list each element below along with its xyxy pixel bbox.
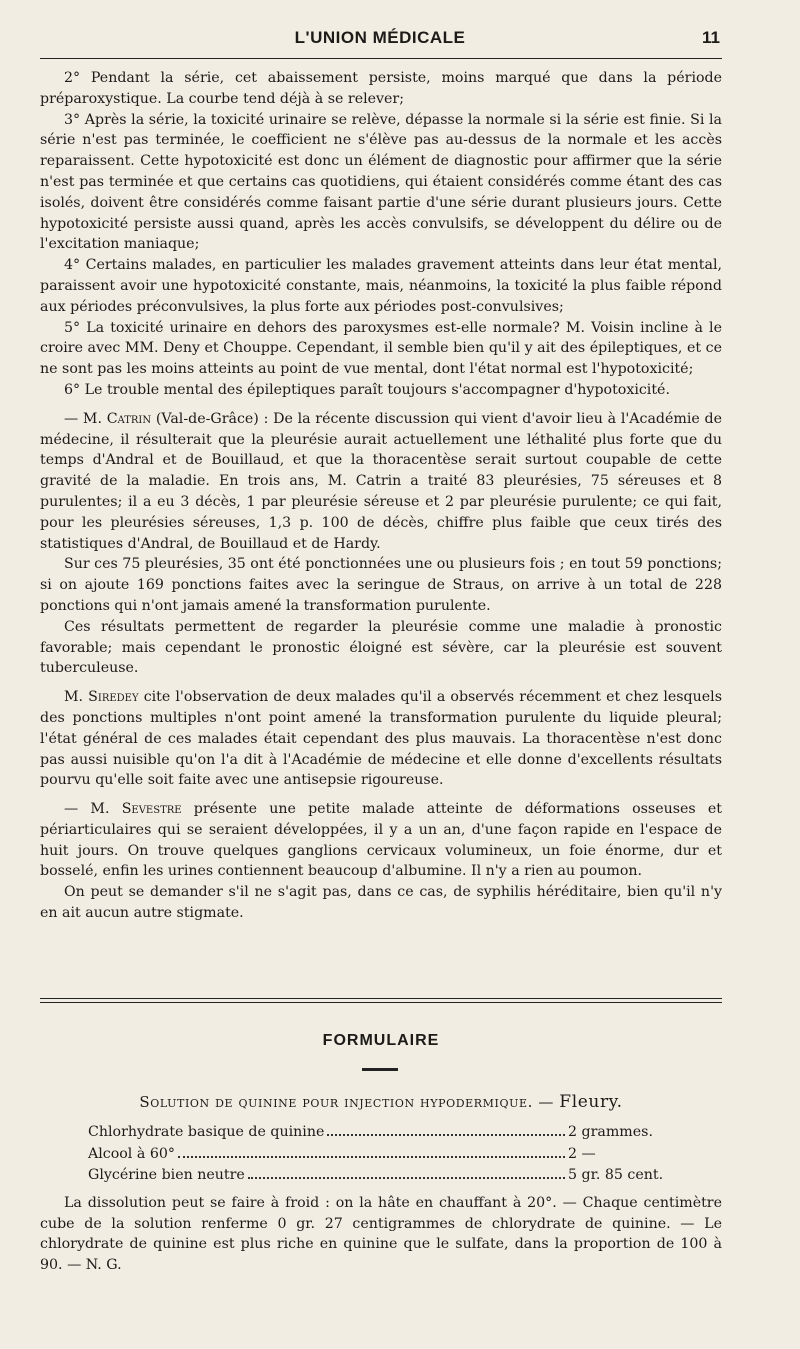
recipe-author: Fleury.	[559, 1092, 623, 1112]
recipe-title	[40, 1092, 722, 1112]
dot-leader	[248, 1177, 565, 1179]
paragraph-catrin	[40, 409, 722, 555]
journal-title: L'UNION MÉDICALE	[294, 28, 466, 47]
article-body	[40, 68, 722, 924]
speaker-sevestre: Sevestre	[121, 801, 182, 818]
dot-leader	[327, 1134, 565, 1136]
ingredient-name: Chlorhydrate basique de quinine	[88, 1124, 325, 1140]
section-double-rule	[40, 998, 722, 1003]
sevestre-text: présente une petite malade atteinte de déformations osseuses et périarticulaires qui se seraient développées, il y a un an, d'une façon rapide en l'espace de huit jours. On trouve quelques ganglions cervicaux volumineux, un foie énorme, dur et bosselé, enfin les urines contiennent beaucoup d'albumine. Il n'y a rien au poumon.	[40, 801, 723, 880]
ingredient-list	[88, 1122, 688, 1187]
paragraph-3: 3° Après la série, la toxicité urinaire se relève, dépasse la normale si la série est finie. Si la série n'est pas terminée, le coefficient ne s'élève pas au-dessus de la normale et les accès reparaissent. Cette hypotoxicité est donc un élément de diagnostic pour affirmer que la série n'est pas terminée et que certains cas quotidiens, qui étaient considérés comme étant des cas isolés, doivent être considérés comme faisant partie d'une série durant plusieurs jours. Cette hypotoxicité persiste aussi quand, après les accès convulsifs, se développent du délire ou de l'excitation maniaque;	[40, 111, 722, 253]
paragraph-6: 6° Le trouble mental des épileptiques paraît toujours s'accompagner d'hypotoxicité.	[64, 381, 670, 398]
ingredient-name: Alcool à 60°	[88, 1145, 175, 1162]
ingredient-name: Glycérine bien neutre	[88, 1167, 245, 1183]
sevestre-prefix: — M.	[64, 801, 122, 818]
recipe-note	[40, 1193, 722, 1275]
recipe-dash: —	[532, 1093, 560, 1111]
paragraph-4: 4° Certains malades, en particulier les malades gravement atteints dans leur état mental, paraissent avoir une hypotoxicité constante, mais, néanmoins, la toxicité la plus faible répond aux périodes préconvulsives, la plus forte aux périodes post-convulsives;	[40, 257, 722, 315]
ingredient-qty: 2 grammes.	[568, 1124, 653, 1140]
note-paragraph: La dissolution peut se faire à froid : on la hâte en chauffant à 20°. — Chaque centimètre cube de la solution renferme 0 gr. 27 centigrammes de chlorydrate de quinine. — Le chlorydrate de quinine est plus riche en quinine que le sulfate, dans la proportion de 100 à 90. — N. G.	[40, 1195, 722, 1273]
speaker-siredey: Siredey	[88, 689, 139, 706]
dot-leader	[178, 1156, 565, 1158]
ingredient-qty: 2 —	[568, 1145, 596, 1162]
siredey-prefix: M.	[64, 689, 89, 706]
heading-underline	[362, 1068, 398, 1071]
siredey-text: cite l'observation de deux malades qu'il a observés récemment et chez lesquels des ponctions multiples n'ont point amené la transformation purulente du liquide pleural; l'état général de ces malades était cependant des plus mauvais. La thoracentèse n'est donc pas aussi nuisible qu'on l'a dit à l'Académie de médecine et elle donne d'excellents résultats pourvu qu'elle soit faite avec une antisepsie rigoureuse.	[40, 689, 722, 789]
page-number: 11	[702, 28, 720, 47]
ingredient-row	[88, 1122, 688, 1144]
paragraph-2: 2° Pendant la série, cet abaissement persiste, moins marqué que dans la période préparoxystique. La courbe tend déjà à se relever;	[40, 70, 722, 107]
catrin-text: (Val-de-Grâce) : De la récente discussion qui vient d'avoir lieu à l'Académie de médecine, il résulterait que la pleurésie aurait actuellement une léthalité plus forte que du temps d'Andral et de Bouillaud, et que la thoracentèse serait surtout coupable de cette gravité de la maladie. En trois ans, M. Catrin a traité 83 pleurésies, 75 séreuses et 8 purulentes; il a eu 3 décès, 1 par pleurésie séreuse et 2 par pleurésie purulente; ce qui fait, pour les pleurésies séreuses, 1,3 p. 100 de décès, chiffre plus faible que ceux tirés des statistiques d'Andral, de Bouillaud et de Hardy.	[40, 410, 722, 552]
paragraph-sevestre	[40, 799, 722, 882]
ingredient-row	[88, 1165, 688, 1187]
speaker-catrin: Catrin	[106, 410, 152, 427]
paragraph-resultats: Ces résultats permettent de regarder la pleurésie comme une maladie à pronostic favorable; mais cependant le pronostic éloigné est sévère, car la pleurésie est souvent tuberculeuse.	[40, 618, 722, 677]
running-head	[40, 28, 720, 56]
ingredient-qty: 5 gr. 85 cent.	[568, 1167, 664, 1183]
paragraph-5: 5° La toxicité urinaire en dehors des paroxysmes est-elle normale? M. Voisin incline à le croire avec MM. Deny et Chouppe. Cependant, il semble bien qu'il y ait des épileptiques, et ce ne sont pas les moins atteints au point de vue mental, dont l'état normal est l'hypotoxicité;	[40, 319, 722, 378]
formulaire-heading: FORMULAIRE	[322, 1032, 440, 1049]
ingredient-row	[88, 1144, 688, 1166]
header-rule	[40, 58, 722, 59]
paragraph-syphilis: On peut se demander s'il ne s'agit pas, dans ce cas, de syphilis héréditaire, bien qu'il n'y en ait aucun autre stigmate.	[40, 884, 722, 922]
paragraph-ponctions: Sur ces 75 pleurésies, 35 ont été ponctionnées une ou plusieurs fois ; en tout 59 ponctions; si on ajoute 169 ponctions faites avec la seringue de Straus, on arrive à un total de 228 ponctions qui n'ont jamais amené la transformation purulente.	[40, 556, 722, 614]
paragraph-siredey	[40, 687, 722, 791]
catrin-prefix: — M.	[64, 410, 107, 427]
recipe-name: Solution de quinine pour injection hypodermique.	[139, 1093, 533, 1111]
